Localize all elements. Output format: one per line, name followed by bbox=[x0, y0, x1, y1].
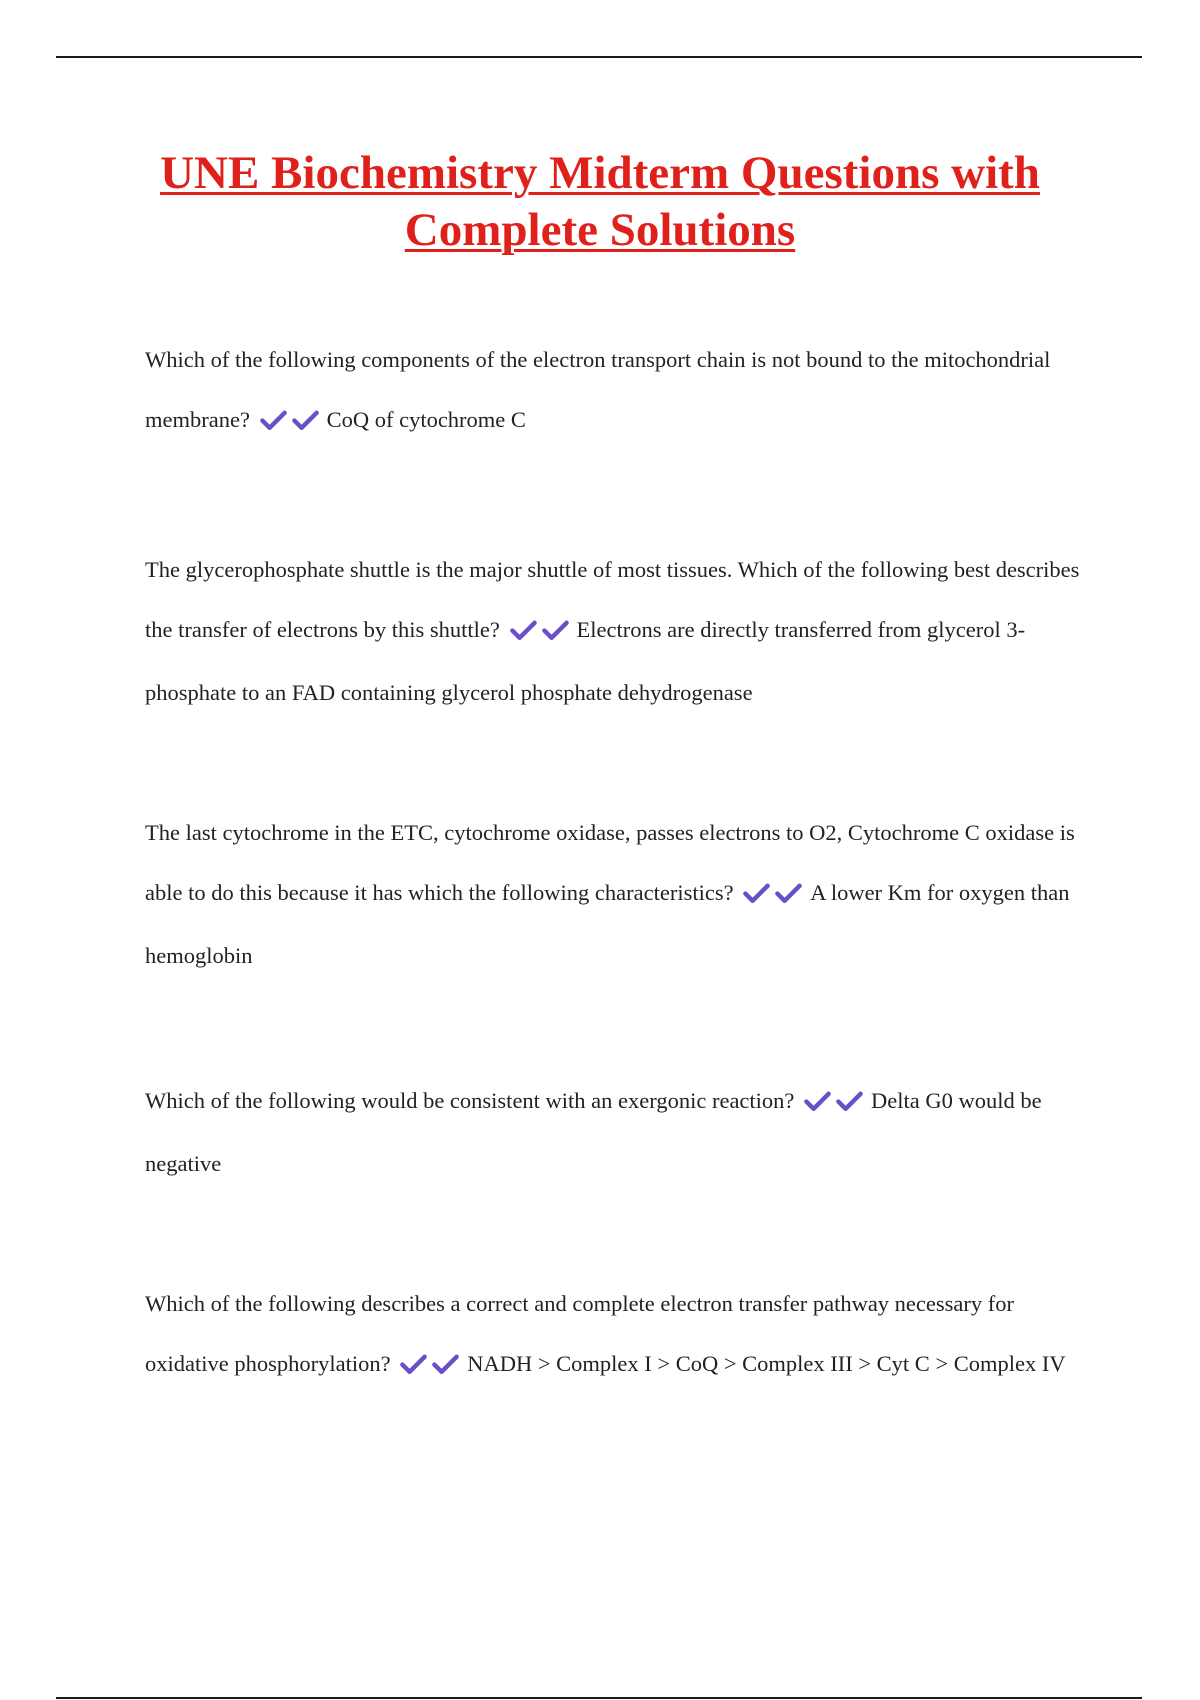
qa-item bbox=[145, 1274, 1090, 1397]
qa-item bbox=[145, 803, 1090, 986]
qa-item bbox=[145, 540, 1090, 723]
top-divider bbox=[56, 56, 1142, 58]
question-text: Which of the following components of the electron transport chain is not bound to the mitochondrial membrane? bbox=[145, 347, 1051, 432]
checkmark-icon bbox=[804, 1091, 831, 1111]
double-checkmark-icon bbox=[804, 1074, 868, 1134]
qa-item bbox=[145, 330, 1090, 453]
checkmark-icon bbox=[510, 620, 537, 640]
answer-text: Electrons are directly transferred from glycerol 3-phosphate to an FAD containing glycerol phosphate dehydrogenase bbox=[145, 617, 1026, 705]
answer-text: A lower Km for oxygen than hemoglobin bbox=[145, 880, 1070, 968]
double-checkmark-icon bbox=[510, 603, 574, 663]
double-checkmark-icon bbox=[400, 1337, 464, 1397]
answer-text: Delta G0 would be negative bbox=[145, 1088, 1042, 1176]
answer-text: NADH > Complex I > CoQ > Complex III > Cyt C > Complex IV bbox=[467, 1351, 1066, 1376]
question-text: Which of the following would be consistent with an exergonic reaction? bbox=[145, 1088, 795, 1113]
checkmark-icon bbox=[292, 410, 319, 430]
checkmark-icon bbox=[400, 1354, 427, 1374]
checkmark-icon bbox=[836, 1091, 863, 1111]
qa-item bbox=[145, 1071, 1090, 1194]
double-checkmark-icon bbox=[260, 393, 324, 453]
checkmark-icon bbox=[775, 883, 802, 903]
bottom-divider bbox=[56, 1697, 1142, 1699]
question-text: The last cytochrome in the ETC, cytochrome oxidase, passes electrons to O2, Cytochrome C oxidase is able to do this because it has which the following characteristics? bbox=[145, 820, 1075, 905]
checkmark-icon bbox=[432, 1354, 459, 1374]
checkmark-icon bbox=[542, 620, 569, 640]
question-text: Which of the following describes a correct and complete electron transfer pathway necessary for oxidative phosphorylation? bbox=[145, 1291, 1014, 1376]
page-title: UNE Biochemistry Midterm Questions with Complete Solutions bbox=[160, 147, 1040, 256]
checkmark-icon bbox=[260, 410, 287, 430]
question-text: The glycerophosphate shuttle is the major shuttle of most tissues. Which of the following best describes the transfer of electrons by this shuttle? bbox=[145, 557, 1080, 642]
answer-text: CoQ of cytochrome C bbox=[326, 407, 526, 432]
double-checkmark-icon bbox=[743, 866, 807, 926]
checkmark-icon bbox=[743, 883, 770, 903]
